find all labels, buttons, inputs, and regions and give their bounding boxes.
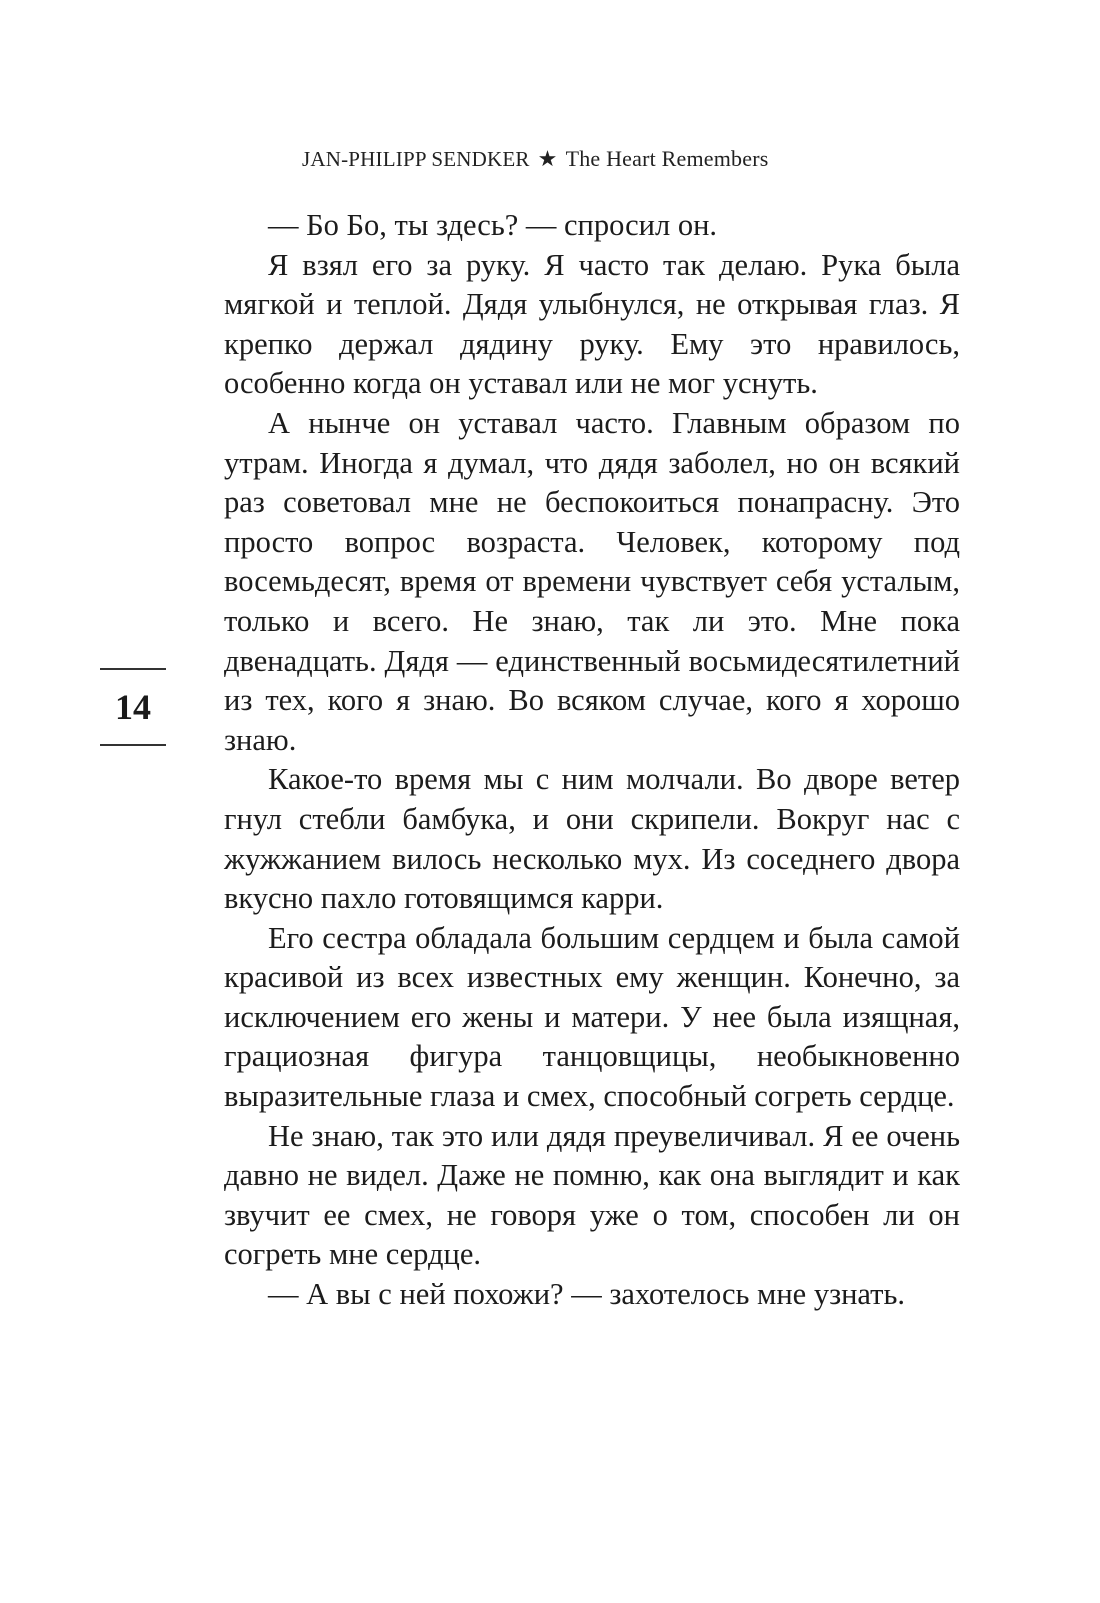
header-author: JAN-PHILIPP SENDKER bbox=[302, 147, 530, 171]
page-number: 14 bbox=[115, 687, 151, 727]
paragraph: Его сестра обладала большим сердцем и была самой красивой из всех известных ему женщин. Конечно, за исключением его жены и матери. У нее была изящная, грациозная фигура танцовщицы, необыкновенно выразительные глаза и смех, способный согреть сердце. bbox=[224, 920, 960, 1114]
paragraph: Не знаю, так это или дядя преувеличивал. Я ее очень давно не видел. Даже не помню, как она выглядит и как звучит ее смех, не говоря уже о том, способен ли он согреть мне сердце. bbox=[224, 1118, 960, 1272]
paragraph: — Бо Бо, ты здесь? — спросил он. bbox=[268, 208, 718, 242]
paragraph: — А вы с ней похожи? — захотелось мне узнать. bbox=[268, 1277, 906, 1312]
paragraph: Я взял его за руку. Я часто так делаю. Рука была мягкой и теплой. Дядя улыбнулся, не открывая глаз. Я крепко держал дядину руку. Ему это нравилось, особенно когда он уставал или не мог уснуть. bbox=[224, 247, 960, 401]
star-icon: ★ bbox=[537, 146, 558, 171]
header-book-title: The Heart Remembers bbox=[565, 146, 769, 171]
paragraph: А нынче он уставал часто. Главным образом по утрам. Иногда я думал, что дядя заболел, но он всякий раз советовал мне не беспокоиться понапрасну. Это просто вопрос возраста. Человек, которому под восемьдесят, время от времени чувствует себя усталым, только и всего. Не знаю, так ли это. Мне пока двенадцать. Дядя — единственный восьмидесятилетний из тех, кого я знаю. Во всяком случае, кого я хорошо знаю. bbox=[224, 405, 960, 757]
running-header bbox=[0, 146, 1100, 172]
folio-rule-bottom bbox=[100, 744, 166, 746]
page-number-block bbox=[100, 668, 166, 746]
body-text bbox=[224, 206, 960, 1315]
paragraph: Какое-то время мы с ним молчали. Во дворе ветер гнул стебли бамбука, и они скрипели. Вокруг нас с жужжанием вилось несколько мух. Из соседнего двора вкусно пахло готовящимся карри. bbox=[224, 762, 960, 916]
